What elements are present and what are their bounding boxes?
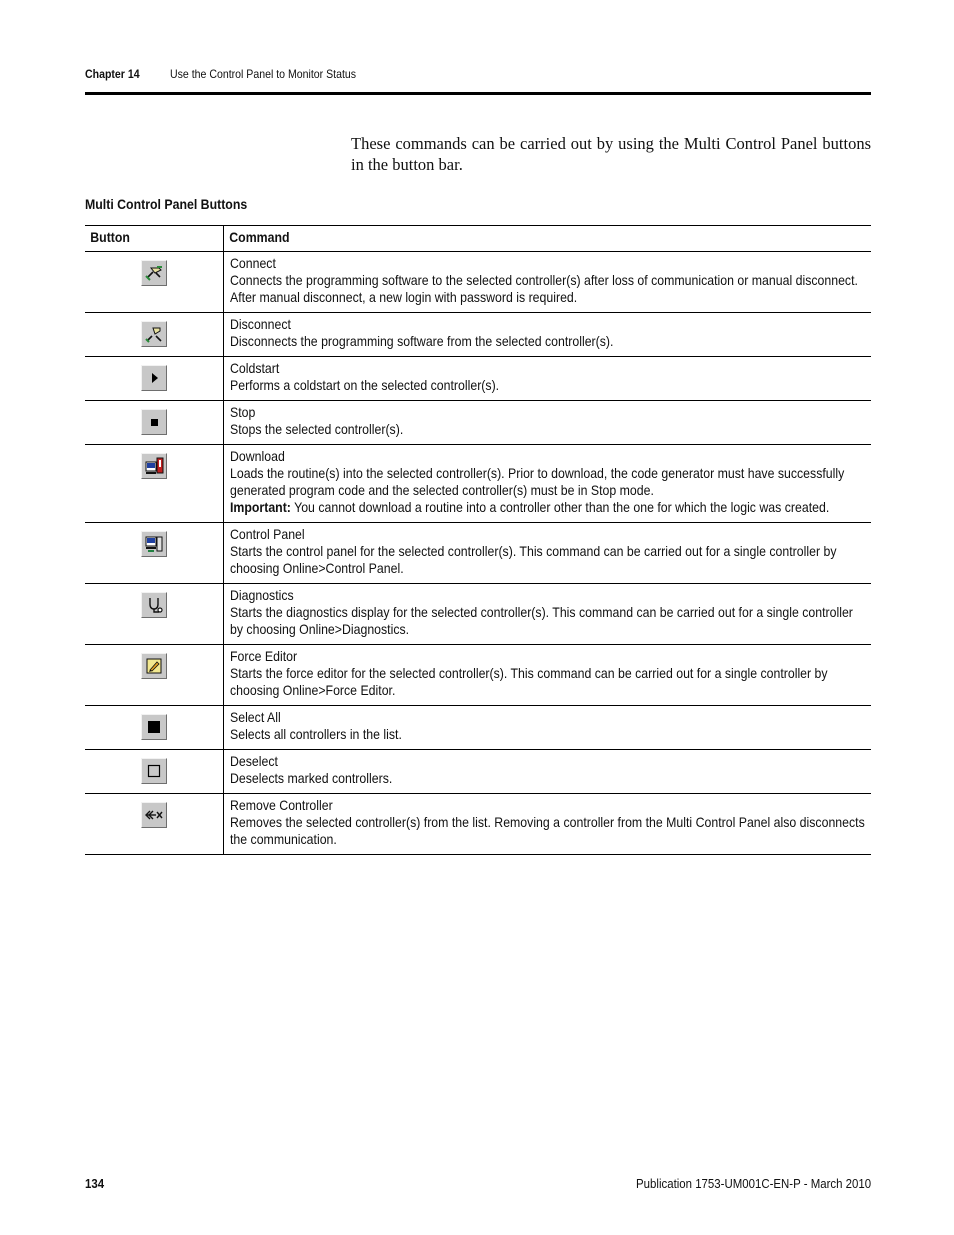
table-row — [85, 445, 871, 523]
table-header-row — [85, 226, 871, 252]
command-name: Deselect — [229, 753, 278, 769]
command-description: Performs a coldstart on the selected controller(s). — [229, 377, 499, 393]
command-description: Connects the programming software to the selected controller(s) after loss of communication or manual disconnect. — [229, 272, 858, 288]
command-name: Disconnect — [229, 316, 291, 332]
command-description: Selects all controllers in the list. — [229, 726, 402, 742]
remove-controller-icon — [141, 802, 167, 828]
table-row — [85, 750, 871, 794]
important-label: Important: — [229, 499, 291, 515]
command-description: Stops the selected controller(s). — [229, 421, 403, 437]
page-number: 134 — [85, 1176, 105, 1191]
command-description: Starts the force editor for the selected controller(s). This command can be carried out for a single controller by choosing Online>Force Editor. — [229, 665, 828, 698]
command-name: Select All — [229, 709, 281, 725]
coldstart-icon — [141, 365, 167, 391]
table-row — [85, 706, 871, 750]
commands-table — [85, 225, 871, 855]
command-name: Download — [229, 448, 285, 464]
command-description: Starts the diagnostics display for the selected controller(s). This command can be carried out for a single controller by choosing Online>Diagnostics. — [229, 604, 853, 637]
publication-info: Publication 1753-UM001C-EN-P - March 2010 — [635, 1176, 871, 1191]
command-name: Control Panel — [229, 526, 305, 542]
disconnect-icon — [141, 321, 167, 347]
column-header-button: Button — [85, 226, 223, 252]
table-title: Multi Control Panel Buttons — [85, 196, 248, 212]
table-row — [85, 584, 871, 645]
chapter-title: Use the Control Panel to Monitor Status — [170, 67, 357, 81]
table-row — [85, 313, 871, 357]
command-name: Stop — [229, 404, 255, 420]
command-name: Connect — [229, 255, 276, 271]
command-name: Coldstart — [229, 360, 279, 376]
table-row — [85, 401, 871, 445]
important-text: You cannot download a routine into a controller other than the one for which the logic was created. — [290, 499, 829, 515]
select-all-icon — [141, 714, 167, 740]
table-row — [85, 357, 871, 401]
command-description: Starts the control panel for the selected controller(s). This command can be carried out for a single controller by choosing Online>Control Panel. — [229, 543, 836, 576]
connect-icon — [141, 260, 167, 286]
deselect-icon — [141, 758, 167, 784]
download-icon — [141, 453, 167, 479]
command-description: Removes the selected controller(s) from the list. Removing a controller from the Multi Control Panel also disconnects the communication. — [229, 814, 865, 847]
command-note: After manual disconnect, a new login with password is required. — [229, 289, 577, 305]
intro-paragraph: These commands can be carried out by using the Multi Control Panel buttons in the button bar. — [351, 134, 871, 174]
command-description: Disconnects the programming software from the selected controller(s). — [229, 333, 613, 349]
table-row — [85, 645, 871, 706]
force-editor-icon — [141, 653, 167, 679]
command-name: Diagnostics — [229, 587, 294, 603]
table-row — [85, 794, 871, 855]
chapter-label: Chapter 14 — [85, 67, 140, 81]
command-name: Force Editor — [229, 648, 297, 664]
command-description: Loads the routine(s) into the selected controller(s). Prior to download, the code generator must have successfully generated program code and the selected controller(s) must be in Stop mode. — [229, 465, 844, 498]
page-header — [85, 66, 871, 95]
diagnostics-icon — [141, 592, 167, 618]
command-name: Remove Controller — [229, 797, 333, 813]
table-row — [85, 252, 871, 313]
table-row — [85, 523, 871, 584]
control-panel-icon — [141, 531, 167, 557]
stop-icon — [141, 409, 167, 435]
command-description: Deselects marked controllers. — [229, 770, 392, 786]
column-header-command: Command — [228, 229, 290, 245]
command-important-note — [230, 499, 865, 516]
